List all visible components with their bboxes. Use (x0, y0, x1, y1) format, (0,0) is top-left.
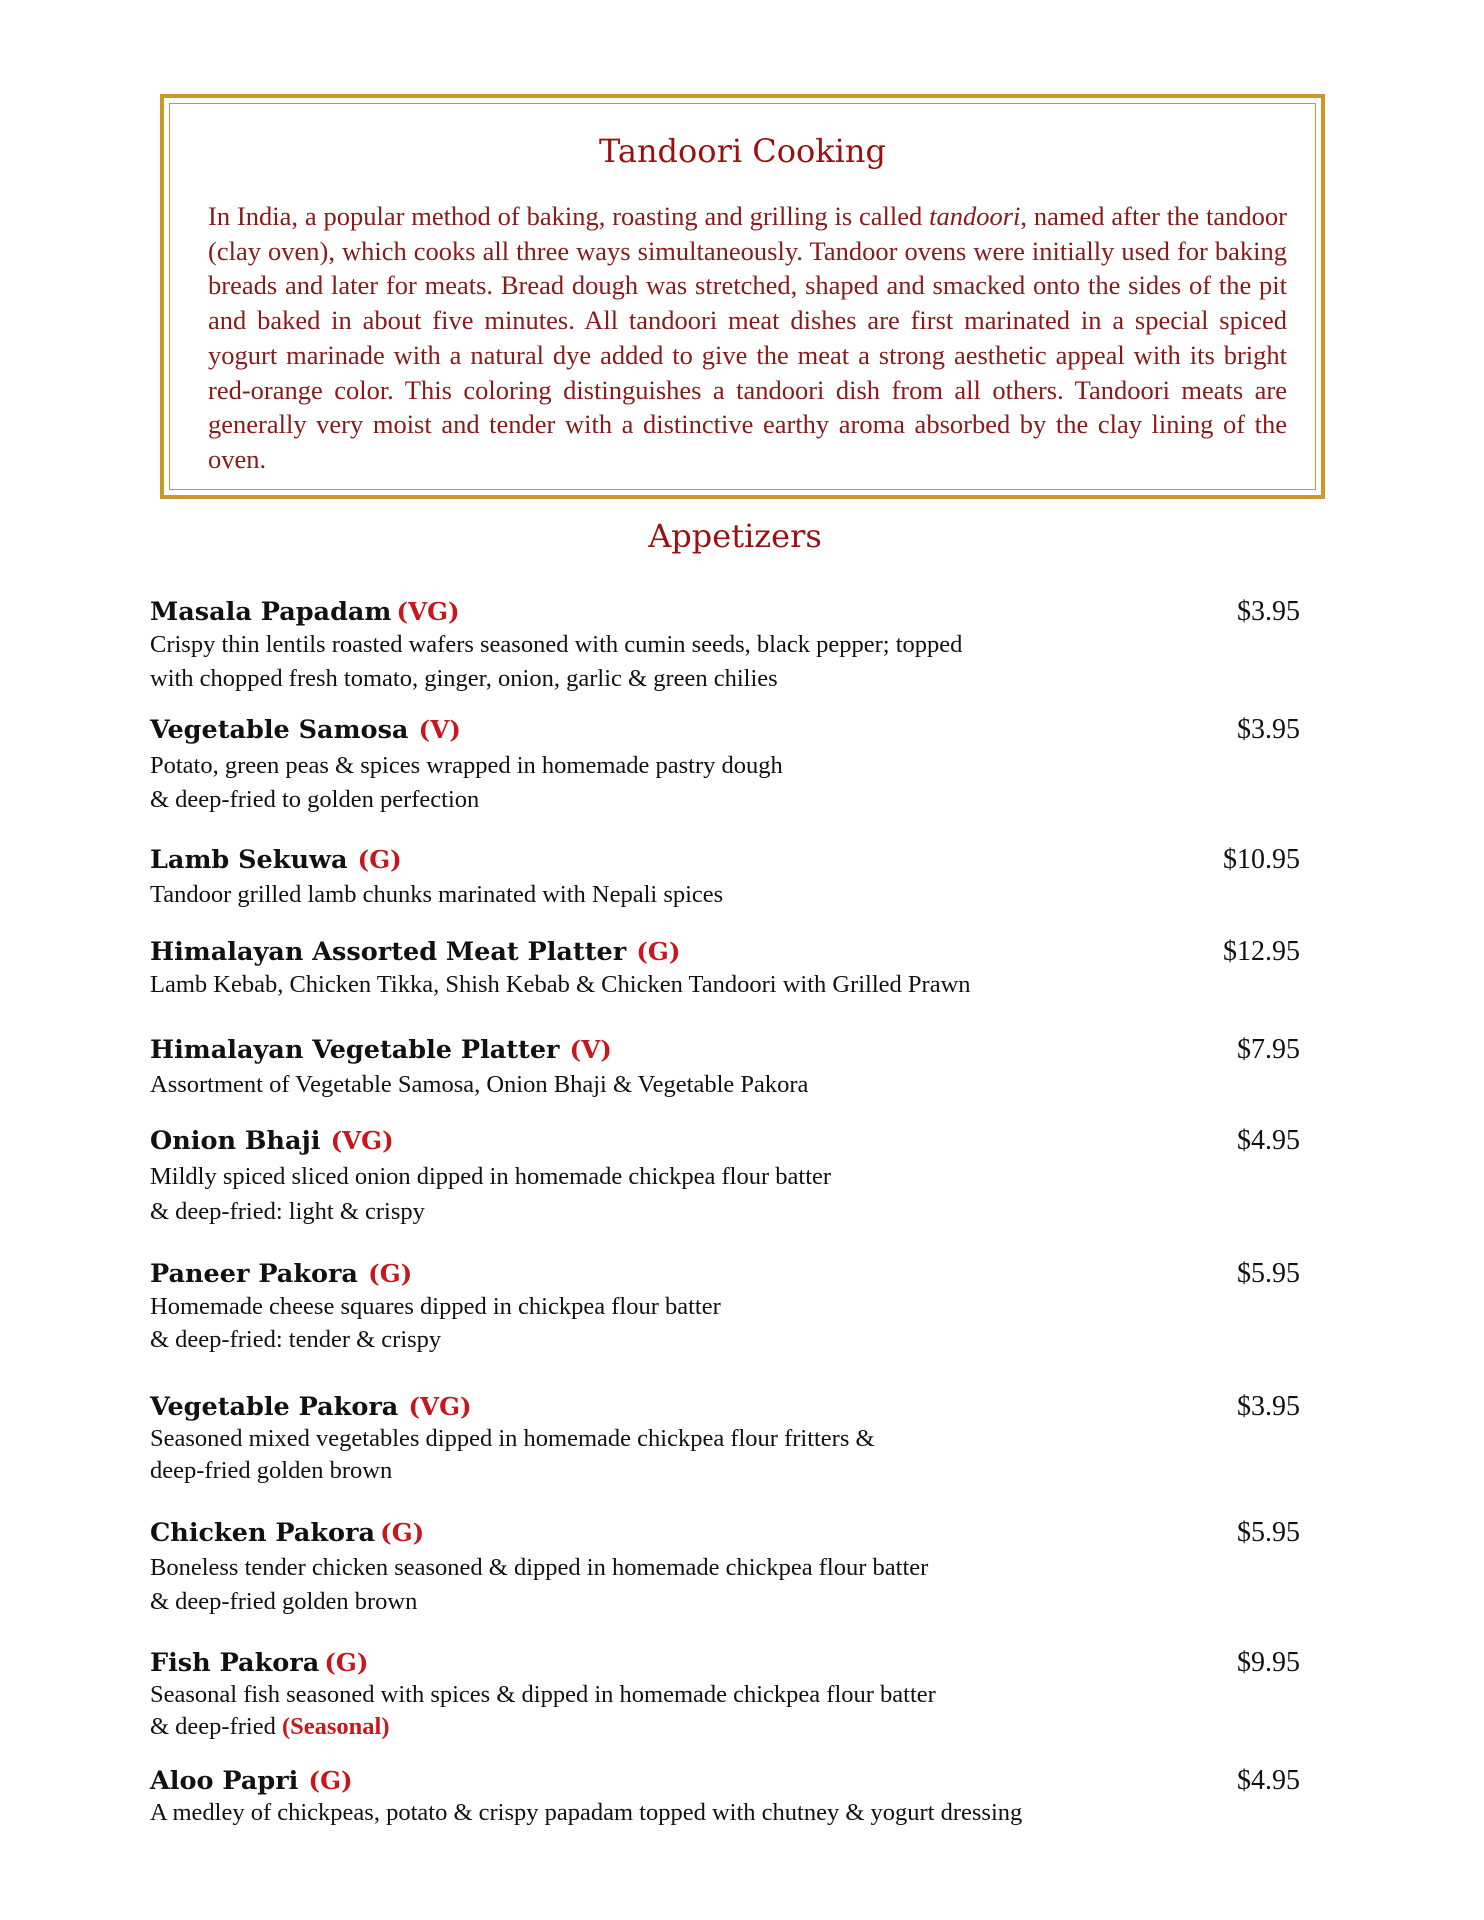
item-diet-tag: (G) (357, 845, 402, 874)
item-diet-tag: (G) (368, 1259, 413, 1288)
desc-line (150, 1711, 1300, 1743)
item-name: Vegetable Samosa (150, 715, 409, 745)
intro-inner-border (169, 103, 1316, 490)
section-title: Appetizers (648, 517, 822, 555)
item-description (150, 968, 1300, 1002)
item-description (150, 1551, 1300, 1619)
item-heading (150, 1517, 1300, 1549)
desc-line: Seasonal fish seasoned with spices & dipped in homemade chickpea flour batter (150, 1681, 936, 1708)
desc-line: Homemade cheese squares dipped in chickpea flour batter (150, 1293, 721, 1320)
desc-line: & deep-fried to golden perfection (150, 786, 480, 813)
item-price: $10.95 (1223, 844, 1300, 875)
item-diet-tag: (G) (636, 937, 681, 966)
desc-line: Seasoned mixed vegetables dipped in homemade chickpea flour fritters & (150, 1425, 875, 1452)
desc-line: & deep-fried golden brown (150, 1588, 418, 1615)
menu-item (150, 1765, 1300, 1829)
item-price: $12.95 (1223, 936, 1300, 967)
menu-item (150, 714, 1300, 817)
intro-text-after: , named after the tandoor (clay oven), which cooks all three ways simultaneously. Tandoor ovens were initially used for baking breads and later for meats. Bread dough was stretched, shaped and smacked onto the sides of the pit and baked in about five minutes. All tandoori meat dishes are first marinated in a special spiced yogurt marinade with a natural dye added to give the meat a strong aesthetic appeal with its bright red-orange color. This coloring distinguishes a tandoori dish from all others. Tandoori meats are generally very moist and tender with a distinctive earthy aroma absorbed by the clay lining of the oven. (208, 201, 1287, 474)
item-heading (150, 844, 1300, 876)
item-diet-tag: (G) (380, 1518, 425, 1547)
menu-item (150, 1647, 1300, 1743)
item-name: Lamb Sekuwa (150, 845, 348, 875)
desc-line: with chopped fresh tomato, ginger, onion, garlic & green chilies (150, 664, 778, 692)
desc-line: Potato, green peas & spices wrapped in homemade pastry dough (150, 752, 783, 779)
item-name: Chicken Pakora (150, 1518, 376, 1548)
intro-text-before: In India, a popular method of baking, roasting and grilling is called (208, 201, 930, 231)
intro-box (160, 94, 1325, 499)
menu-item (150, 1258, 1300, 1356)
item-heading (150, 1258, 1300, 1290)
item-diet-tag: (G) (308, 1766, 353, 1795)
item-diet-tag: (VG) (408, 1392, 472, 1421)
item-heading (150, 1034, 1300, 1066)
item-name: Fish Pakora (150, 1648, 320, 1678)
item-diet-tag: (VG) (396, 597, 460, 626)
item-description (150, 1068, 1300, 1102)
item-price: $4.95 (1237, 1765, 1300, 1796)
item-name: Himalayan Assorted Meat Platter (150, 937, 627, 967)
item-diet-tag: (V) (569, 1035, 612, 1064)
desc-line: Crispy thin lentils roasted wafers seasoned with cumin seeds, black pepper; topped (150, 631, 963, 658)
item-description (150, 1159, 1300, 1229)
intro-text-emphasis: tandoori (929, 201, 1021, 231)
intro-text (208, 199, 1287, 477)
desc-line: Tandoor grilled lamb chunks marinated with Nepali spices (150, 881, 724, 908)
menu-item (150, 936, 1300, 1002)
item-heading (150, 1391, 1300, 1423)
item-price: $9.95 (1237, 1647, 1300, 1678)
item-price: $4.95 (1237, 1125, 1300, 1156)
item-price: $7.95 (1237, 1034, 1300, 1065)
item-price: $5.95 (1237, 1258, 1300, 1289)
item-heading (150, 596, 1300, 628)
desc-line: A medley of chickpeas, potato & crispy papadam topped with chutney & yogurt dressing (150, 1799, 1023, 1826)
menu-item (150, 844, 1300, 912)
item-name: Aloo Papri (150, 1766, 299, 1796)
desc-line: Boneless tender chicken seasoned & dipped in homemade chickpea flour batter (150, 1554, 929, 1581)
item-diet-tag: (G) (324, 1648, 369, 1677)
item-heading (150, 936, 1300, 968)
item-name: Vegetable Pakora (150, 1392, 399, 1422)
item-description (150, 628, 1300, 695)
item-name: Masala Papadam (150, 597, 392, 627)
desc-line: Mildly spiced sliced onion dipped in homemade chickpea flour batter (150, 1163, 832, 1190)
item-price: $3.95 (1237, 1391, 1300, 1422)
item-heading (150, 1125, 1300, 1157)
item-description (150, 1797, 1300, 1829)
item-diet-tag: (V) (418, 715, 461, 744)
menu-item (150, 1517, 1300, 1619)
item-heading (150, 1765, 1300, 1797)
desc-line: & deep-fried: tender & crispy (150, 1326, 442, 1353)
menu-item (150, 596, 1300, 695)
desc-line: Assortment of Vegetable Samosa, Onion Bhaji & Vegetable Pakora (150, 1071, 809, 1098)
menu-item (150, 1391, 1300, 1487)
seasonal-note: (Seasonal) (281, 1713, 390, 1740)
menu-item (150, 1034, 1300, 1102)
item-heading (150, 714, 1300, 746)
desc-line: & deep-fried: light & crispy (150, 1198, 425, 1225)
item-name: Paneer Pakora (150, 1259, 358, 1289)
item-price: $5.95 (1237, 1517, 1300, 1548)
desc-line: deep-fried golden brown (150, 1457, 393, 1484)
item-heading (150, 1647, 1300, 1679)
item-price: $3.95 (1237, 714, 1300, 745)
item-description (150, 1423, 1300, 1487)
item-description (150, 749, 1300, 817)
desc-line: Lamb Kebab, Chicken Tikka, Shish Kebab & Chicken Tandoori with Grilled Prawn (150, 971, 971, 998)
item-price: $3.95 (1237, 596, 1300, 627)
menu-item (150, 1125, 1300, 1229)
item-diet-tag: (VG) (330, 1126, 394, 1155)
item-description (150, 1290, 1300, 1356)
intro-title: Tandoori Cooking (599, 132, 886, 170)
item-description (150, 878, 1300, 912)
desc-line-text: & deep-fried (150, 1713, 276, 1740)
item-description (150, 1679, 1300, 1743)
item-name: Onion Bhaji (150, 1126, 321, 1156)
item-name: Himalayan Vegetable Platter (150, 1035, 560, 1065)
